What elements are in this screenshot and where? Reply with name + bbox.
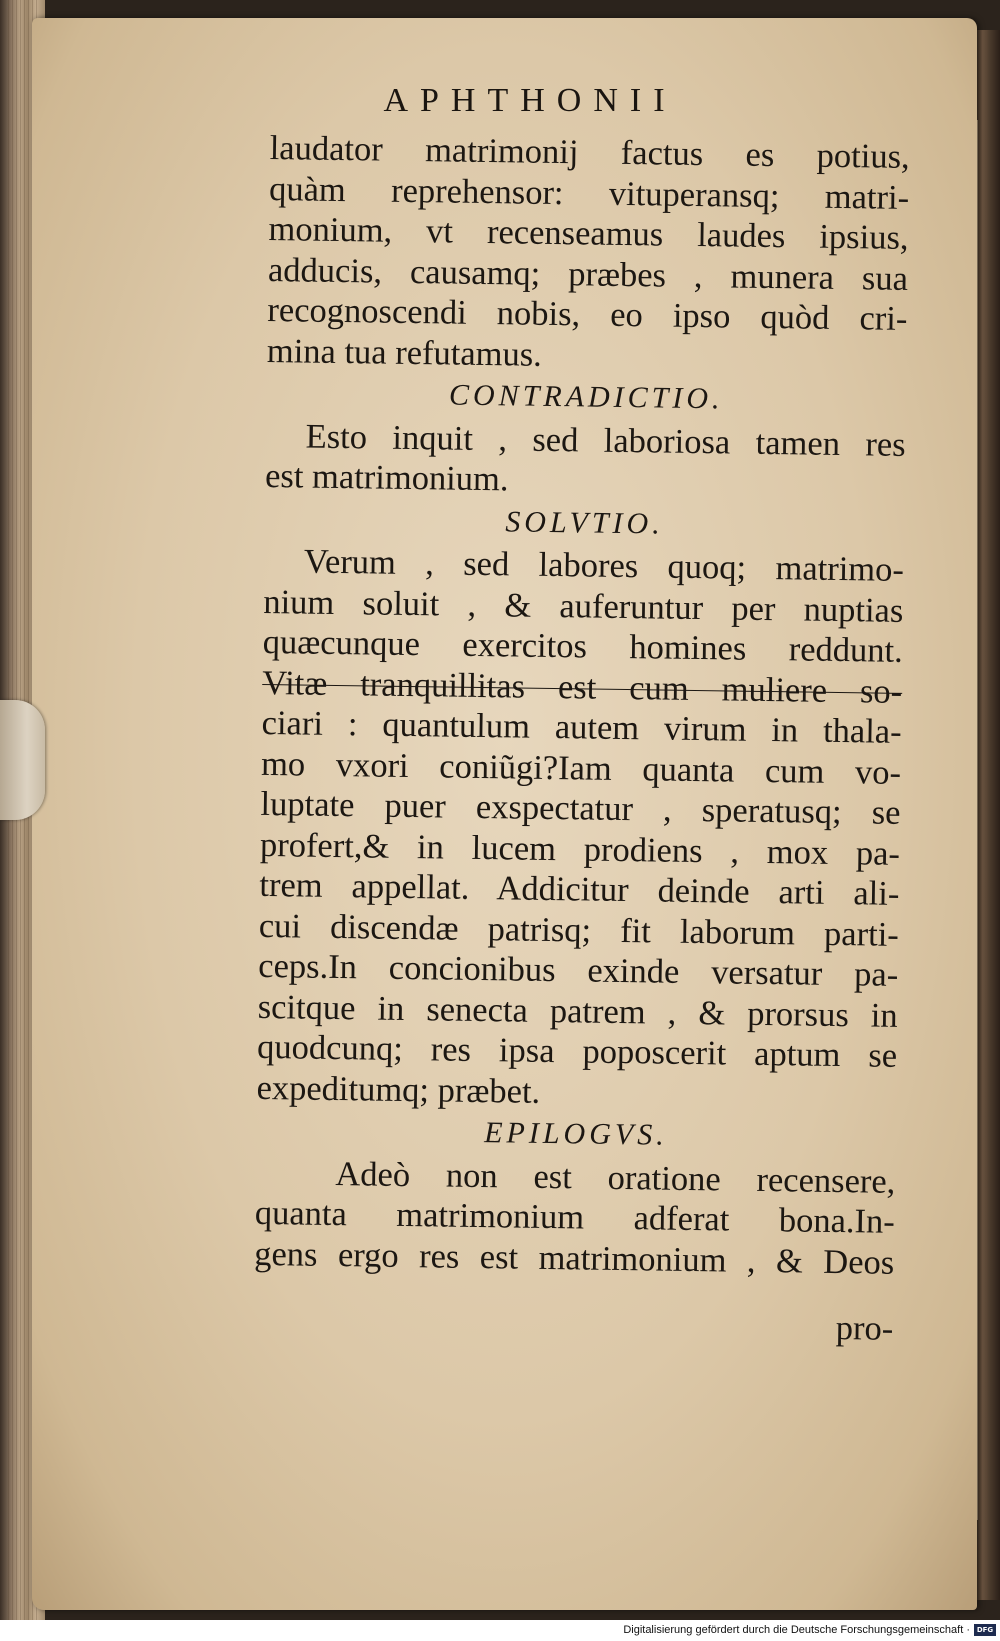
text-line: quæcunque exercitos homines reddunt. [262, 622, 904, 670]
footer-credit: Digitalisierung gefördert durch die Deutsche Forschungsgemeinschaft · [623, 1624, 970, 1636]
dfg-logo: DFG [974, 1624, 996, 1636]
text-line: ceps.In concionibus exinde versatur pa- [258, 946, 899, 994]
text-line: nium soluit , & auferuntur per nuptias [263, 582, 904, 630]
section-heading: EPILOGVS. [484, 1116, 668, 1152]
text-line: Esto inquit , sed laboriosa tamen res [305, 417, 906, 464]
page-body-text [253, 128, 910, 1349]
text-line: est matrimonium. [264, 456, 509, 499]
text-line: mo vxori coniũgi?Iam quanta cum vo- [260, 744, 902, 792]
text-line: Adeò non est oratione recensere, [335, 1154, 896, 1201]
text-line: adducis, causamq; præbes , munera sua [267, 250, 909, 298]
running-head: APHTHONII [383, 82, 677, 119]
text-line: quàm reprehensor: vituperansq; matri- [268, 169, 910, 217]
text-line: quanta matrimonium adferat bona.In- [254, 1193, 896, 1241]
book-gutter-edge [975, 30, 1000, 1600]
text-line: Verum , sed labores quoq; matrimo- [303, 542, 905, 589]
text-line: profert,& in lucem prodiens , mox pa- [259, 825, 901, 873]
text-line: expeditumq; præbet. [256, 1068, 541, 1111]
clasp-icon [0, 700, 45, 820]
text-line: scitque in senecta patrem , & prorsus in [257, 987, 898, 1035]
text-line: recognoscendi nobis, eo ipso quòd cri- [267, 290, 908, 338]
text-line: gens ergo res est matrimonium , & Deos [254, 1234, 895, 1282]
text-line: monium, vt recenseamus laudes ipsius, [268, 209, 909, 257]
text-line: luptate puer exspectatur , speratusq; se [260, 784, 901, 832]
section-heading: SOLVTIO. [505, 504, 664, 541]
text-line-struck: Vitæ tranquillitas est cum muliere so- [261, 663, 903, 711]
section-heading: CONTRADICTIO. [448, 378, 724, 416]
text-line: quodcunq; res ipsa poposcerit aptum se [256, 1027, 898, 1075]
text-line: ciari : quantulum autem virum in thala- [261, 703, 902, 751]
text-line: laudator matrimonij factus es potius, [269, 128, 910, 176]
text-line: cui discendæ patrisq; fit laborum parti- [258, 906, 900, 954]
text-line: mina tua refutamus. [266, 331, 543, 374]
text-line: trem appellat. Addicitur deinde arti ali- [259, 865, 900, 913]
catchword: pro- [835, 1309, 894, 1348]
digitization-footer [0, 1620, 1000, 1641]
